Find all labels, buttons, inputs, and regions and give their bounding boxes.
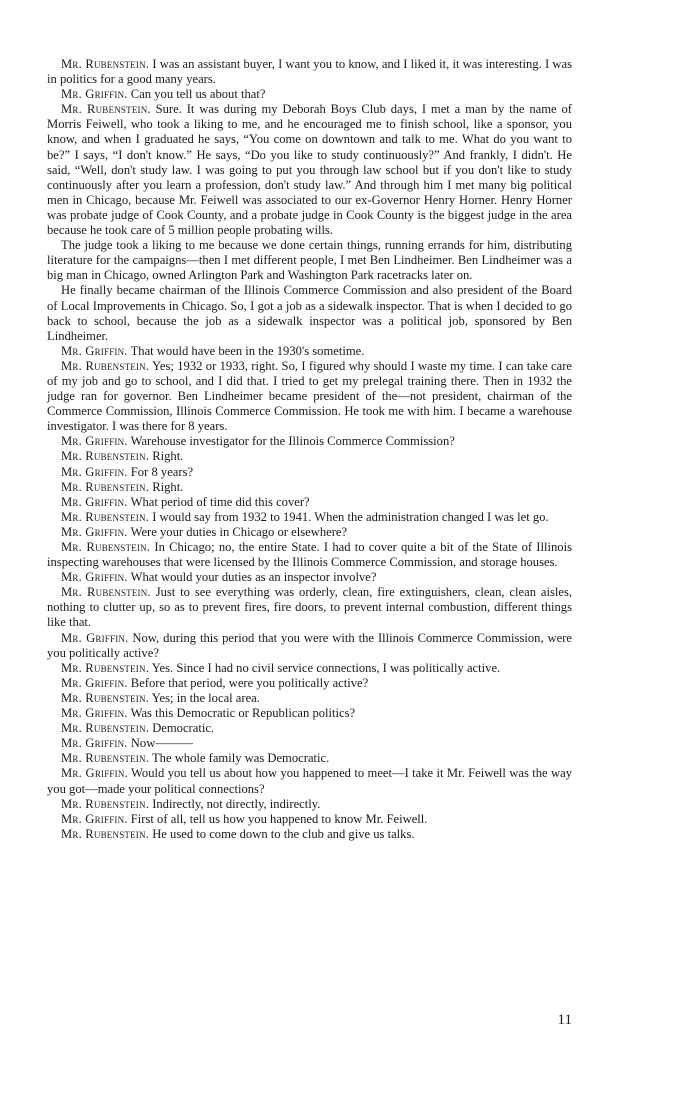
paragraph xyxy=(47,585,572,630)
speaker-label: Mr. Rubenstein. xyxy=(61,449,150,464)
speaker-label: Mr. Griffin. xyxy=(61,811,128,826)
speaker-label: Mr. Rubenstein. xyxy=(61,826,150,841)
paragraph-text: Democratic. xyxy=(149,721,215,736)
paragraph-text: Indirectly, not directly, indirectly. xyxy=(149,796,321,811)
speaker-label: Mr. Griffin. xyxy=(61,675,128,690)
paragraph xyxy=(47,510,572,525)
speaker-label: Mr. Griffin. xyxy=(61,494,128,509)
paragraph-text: Was this Democratic or Republican politics? xyxy=(127,706,356,721)
speaker-label: Mr. Rubenstein. xyxy=(61,540,151,554)
paragraph-text: Just to see everything was orderly, clean, fire extinguishers, clean, clean aisles, nothing to clutter up, so as to prevent fires, fire doors, to prevent internal combustion, different things like that. xyxy=(47,585,573,630)
paragraph xyxy=(47,570,572,585)
paragraph xyxy=(47,736,572,751)
speaker-label: Mr. Griffin. xyxy=(61,736,128,751)
paragraph xyxy=(47,434,572,449)
paragraph-text: Yes; 1932 or 1933, right. So, I figured why should I waste my time. I can take care of my job and go to school, and I did that. I tried to get my prelegal training there. Then in 1932 the judge ran for governor. Ben Lindheimer became president of the—not president, chairman of the Commerce Commission, Illinois Commerce Commission. He took me with him. I became a warehouse investigator. I was there for 8 years. xyxy=(47,358,572,434)
speaker-label: Mr. Rubenstein. xyxy=(61,358,150,373)
paragraph-text: Right. xyxy=(149,449,184,464)
speaker-label: Mr. Rubenstein. xyxy=(61,102,151,117)
speaker-label: Mr. Rubenstein. xyxy=(61,585,151,600)
paragraph-text: The whole family was Democratic. xyxy=(149,751,330,766)
paragraph-text: First of all, tell us how you happened to know Mr. Feiwell. xyxy=(127,811,428,826)
paragraph xyxy=(47,661,572,676)
paragraph xyxy=(47,797,572,812)
paragraph-text: I would say from 1932 to 1941. When the administration changed I was let go. xyxy=(149,509,549,524)
speaker-label: Mr. Rubenstein. xyxy=(61,690,150,705)
paragraph xyxy=(47,495,572,510)
paragraph xyxy=(47,525,572,540)
speaker-label: Mr. Rubenstein. xyxy=(61,751,150,766)
speaker-label: Mr. Rubenstein. xyxy=(61,796,150,811)
paragraph xyxy=(47,827,572,842)
paragraph xyxy=(47,87,572,102)
paragraph-text: That would have been in the 1930's sometime. xyxy=(127,343,365,358)
paragraph-text: The judge took a liking to me because we done certain things, running errands for him, distributing literature for the campaigns—then I met different people, I met Ben Lindheimer. Ben Lindheimer was a big man in Chicago, owned Arlington Park and Washington Park racetracks later on. xyxy=(47,238,572,283)
speaker-label: Mr. Rubenstein. xyxy=(61,479,150,494)
paragraph-text: Would you tell us about how you happened to meet—I take it Mr. Feiwell was the way you got—made your political connections? xyxy=(47,766,572,796)
speaker-label: Mr. Griffin. xyxy=(61,464,128,479)
paragraph-text: What period of time did this cover? xyxy=(127,494,310,509)
paragraph xyxy=(47,344,572,359)
page-number: 11 xyxy=(557,1012,572,1028)
transcript-page xyxy=(47,57,572,842)
paragraph-text: What would your duties as an inspector involve? xyxy=(127,570,377,585)
paragraph xyxy=(47,359,572,434)
paragraph xyxy=(47,691,572,706)
paragraph xyxy=(47,540,572,570)
paragraph-text: He used to come down to the club and give us talks. xyxy=(149,826,415,841)
paragraph-text: Now, during this period that you were with the Illinois Commerce Commission, were you politically active? xyxy=(47,630,573,660)
paragraph xyxy=(47,706,572,721)
speaker-label: Mr. Griffin. xyxy=(61,87,128,102)
speaker-label: Mr. Rubenstein. xyxy=(61,509,150,524)
paragraph xyxy=(47,721,572,736)
speaker-label: Mr. Rubenstein. xyxy=(61,721,150,736)
paragraph-text: Yes; in the local area. xyxy=(149,690,260,705)
paragraph xyxy=(47,751,572,766)
paragraph-text: He finally became chairman of the Illinois Commerce Commission and also president of the Board of Local Improvements in Chicago. So, I got a job as a sidewalk inspector. That is when I decided to go back to school, because the job as a sidewalk inspector was a political job, sponsored by Ben Lindheimer. xyxy=(47,283,572,343)
paragraph-text: In Chicago; no, the entire State. I had to cover quite a bit of the State of Illinois inspecting warehouses that were licensed by the Illinois Commerce Commission, and storage houses. xyxy=(47,540,572,570)
speaker-label: Mr. Griffin. xyxy=(61,434,128,449)
speaker-label: Mr. Griffin. xyxy=(61,570,128,585)
paragraph-text: For 8 years? xyxy=(127,464,194,479)
speaker-label: Mr. Griffin. xyxy=(61,524,128,539)
paragraph xyxy=(47,449,572,464)
speaker-label: Mr. Rubenstein. xyxy=(61,660,150,675)
paragraph-text: Now——— xyxy=(127,736,194,751)
paragraph xyxy=(47,57,572,87)
speaker-label: Mr. Rubenstein. xyxy=(61,57,150,71)
speaker-label: Mr. Griffin. xyxy=(61,766,128,781)
paragraph xyxy=(47,766,572,796)
paragraph xyxy=(47,465,572,480)
paragraph xyxy=(47,238,572,283)
paragraph-text: I was an assistant buyer, I want you to know, and I liked it, it was interesting. I was in politics for a good many years. xyxy=(47,57,572,87)
paragraph-text: Were your duties in Chicago or elsewhere? xyxy=(127,524,348,539)
paragraph-text: Sure. It was during my Deborah Boys Club days, I met a man by the name of Morris Feiwell, who took a liking to me, and he encouraged me to finish school, like a sponsor, you know, and when I graduated he says, “You come on downtown and talk to me. What do you want to be?” I says, “I don't know.” He says, “Do you like to study continuously?” And frankly, I didn't. He said, “Well, don't study law. I was going to put you through law school but if you don't like to study continuously after you learn a profession, don't study law.” And through him I met many big political men in Chicago, because Mr. Feiwell was associated to our ex-Governor Henry Horner. Henry Horner was probate judge of Cook County, and a probate judge in Cook County is the biggest judge in the area because he took care of 5 million people probating wills. xyxy=(47,102,572,238)
paragraph xyxy=(47,283,572,343)
paragraph xyxy=(47,102,572,238)
paragraph xyxy=(47,676,572,691)
paragraph-text: Can you tell us about that? xyxy=(127,87,266,102)
paragraph-text: Before that period, were you politically active? xyxy=(127,675,369,690)
paragraph xyxy=(47,480,572,495)
paragraph-text: Yes. Since I had no civil service connections, I was politically active. xyxy=(149,660,501,675)
speaker-label: Mr. Griffin. xyxy=(61,630,129,645)
speaker-label: Mr. Griffin. xyxy=(61,343,128,358)
paragraph xyxy=(47,631,572,661)
paragraph xyxy=(47,812,572,827)
speaker-label: Mr. Griffin. xyxy=(61,706,128,721)
paragraph-text: Warehouse investigator for the Illinois Commerce Commission? xyxy=(127,434,455,449)
paragraph-text: Right. xyxy=(149,479,184,494)
